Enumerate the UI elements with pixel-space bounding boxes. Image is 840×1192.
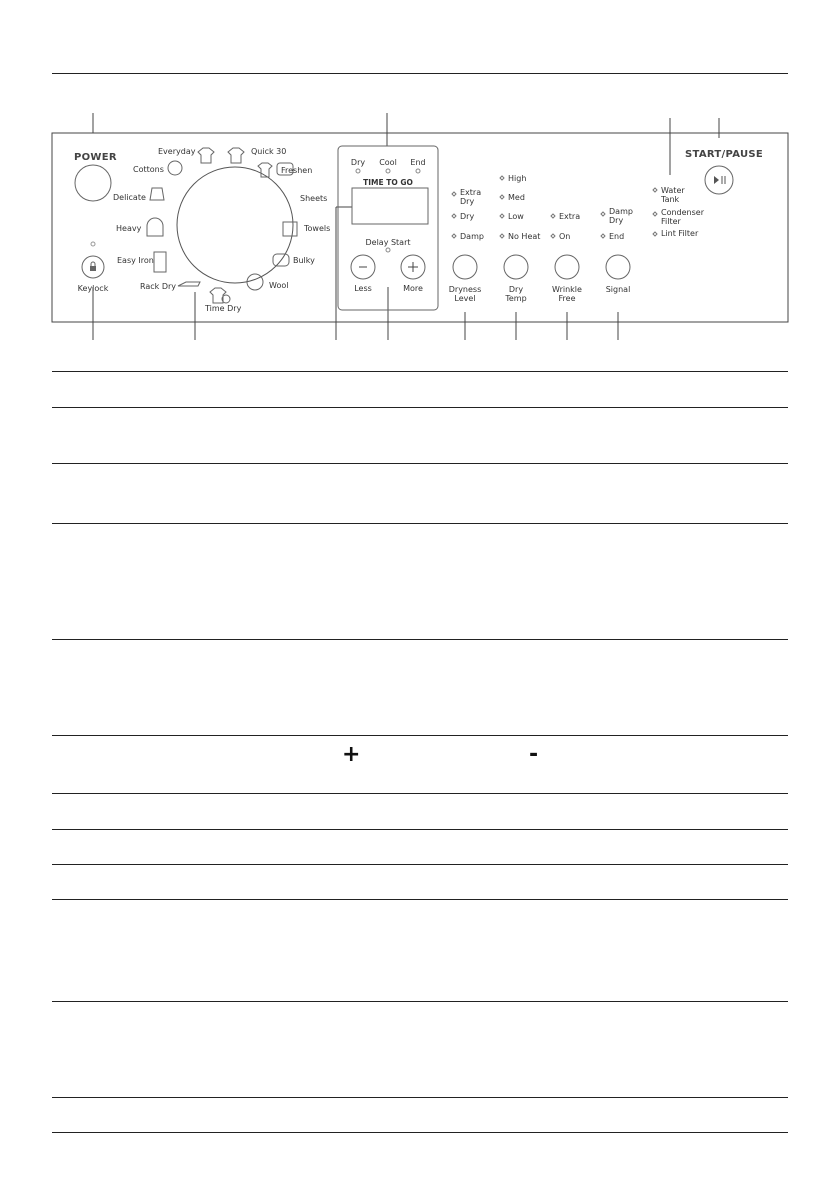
delicate-icon — [150, 188, 164, 200]
dryness-level-label: Dryness Level — [448, 285, 482, 303]
temp-low: Low — [508, 212, 524, 221]
row-rule — [52, 407, 788, 408]
power-button — [75, 165, 111, 201]
time-display-window — [352, 188, 428, 224]
towels-icon — [283, 222, 297, 236]
program-rack-dry: Rack Dry — [140, 282, 177, 291]
row-rule — [52, 899, 788, 900]
indicator-condenser-filter: Condenser Filter — [661, 208, 704, 226]
stage-cool: Cool — [379, 158, 397, 167]
row-rule — [52, 864, 788, 865]
cottons-icon — [168, 161, 182, 175]
plus-symbol: + — [342, 742, 361, 767]
program-bulky: Bulky — [293, 256, 315, 265]
dry-temp-label: Dry Temp — [505, 285, 527, 303]
everyday-shirt-icon — [198, 148, 214, 163]
stage-dry: Dry — [350, 158, 366, 167]
indicator-lint-filter: Lint Filter — [661, 229, 699, 238]
row-rule — [52, 1001, 788, 1002]
row-rule — [52, 463, 788, 464]
temp-med: Med — [508, 193, 525, 202]
more-label: More — [403, 284, 423, 293]
temp-high: High — [508, 174, 527, 183]
dryness-level-button — [453, 255, 477, 279]
program-quick30: Quick 30 — [251, 147, 287, 156]
program-towels: Towels — [304, 224, 331, 233]
wrinkle-extra: Extra — [559, 212, 581, 221]
program-cottons: Cottons — [133, 165, 164, 174]
program-delicate: Delicate — [113, 193, 146, 202]
less-label: Less — [354, 284, 372, 293]
row-rule — [52, 639, 788, 640]
row-rule — [52, 1132, 788, 1133]
wrinkle-free-button — [555, 255, 579, 279]
row-rule — [52, 1097, 788, 1098]
dry-temp-button — [504, 255, 528, 279]
program-wool: Wool — [269, 281, 289, 290]
power-label: POWER — [74, 152, 117, 163]
signal-damp-dry: Damp Dry — [609, 207, 633, 225]
signal-button — [606, 255, 630, 279]
row-rule — [52, 371, 788, 372]
signal-end: End — [609, 232, 625, 241]
keylock-led — [91, 242, 95, 246]
rack-dry-icon — [178, 282, 200, 286]
row-rule — [52, 523, 788, 524]
dryness-dry: Dry — [460, 212, 475, 221]
start-pause-label: START/PAUSE — [685, 149, 764, 160]
heavy-icon — [147, 218, 163, 236]
program-easy-iron: Easy Iron — [117, 256, 154, 265]
temp-no-heat: No Heat — [508, 232, 541, 241]
easy-iron-icon — [154, 252, 166, 272]
indicator-water-tank: Water Tank — [661, 186, 685, 204]
keylock-label: Keylock — [77, 284, 109, 293]
program-heavy: Heavy — [116, 224, 142, 233]
minus-symbol: - — [529, 742, 539, 767]
wrinkle-on: On — [559, 232, 571, 241]
stage-end: End — [410, 158, 426, 167]
program-sheets: Sheets — [300, 194, 328, 203]
time-to-go-label: TIME TO GO — [363, 178, 413, 187]
wrinkle-free-label: Wrinkle Free — [552, 285, 582, 303]
time-dry-label: Time Dry — [205, 304, 242, 313]
row-rule — [52, 735, 788, 736]
dryness-extra-dry: Extra Dry — [460, 188, 482, 206]
wool-icon — [247, 274, 263, 290]
quick30-shirt-icon — [228, 148, 244, 163]
signal-label: Signal — [605, 285, 631, 294]
row-rule — [52, 793, 788, 794]
dryness-damp: Damp — [460, 232, 484, 241]
program-freshen: Freshen — [281, 166, 313, 175]
delay-start-label: Delay Start — [365, 238, 411, 247]
program-everyday: Everyday — [158, 147, 196, 156]
row-rule — [52, 829, 788, 830]
